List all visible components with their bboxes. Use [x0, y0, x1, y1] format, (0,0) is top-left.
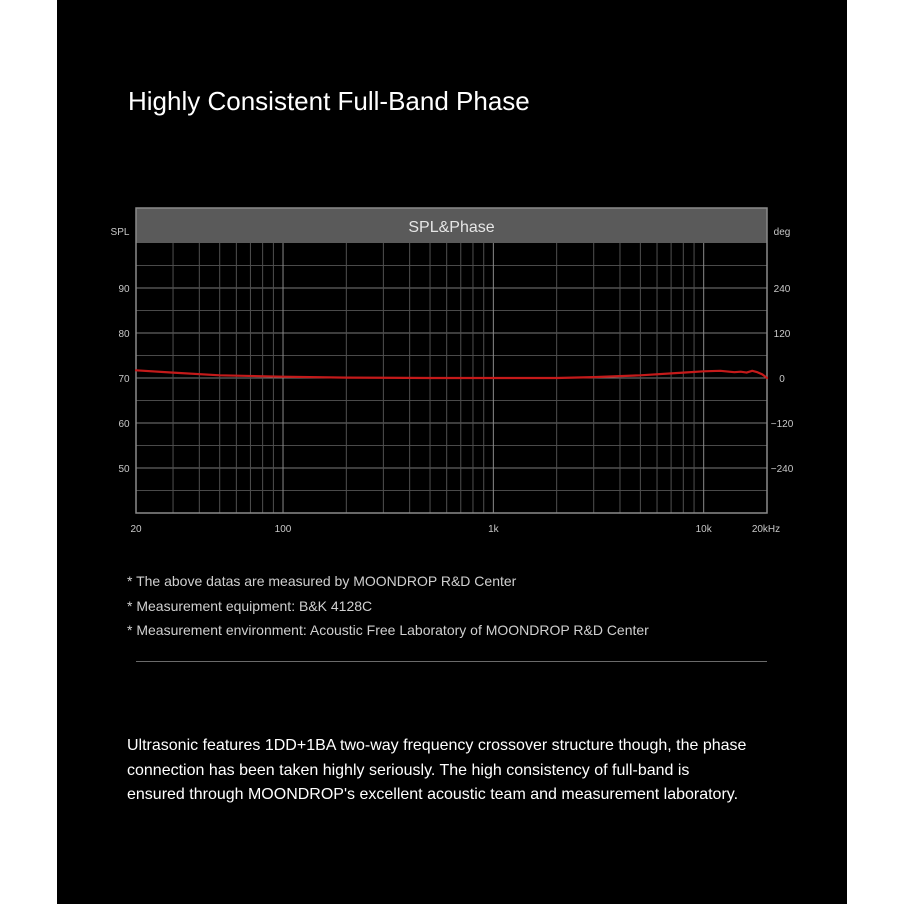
plot-area — [136, 208, 767, 513]
paragraph-line: connection has been taken highly seriously. The high consistency of full-band is — [127, 761, 690, 779]
page-title: Highly Consistent Full-Band Phase — [128, 86, 530, 116]
note-line: * Measurement equipment: B&K 4128C — [127, 597, 373, 614]
y-right-tick-label: 240 — [773, 284, 791, 295]
measurement-notes — [127, 572, 649, 646]
paragraph-line: ensured through MOONDROP's excellent acoustic team and measurement laboratory. — [127, 786, 739, 803]
y-left-tick-label: 60 — [118, 419, 130, 430]
y-left-tick-label: 50 — [118, 464, 130, 475]
y-left-tick-label: 70 — [118, 374, 130, 385]
chart-title: SPL&Phase — [408, 219, 495, 236]
y-right-tick-label: 120 — [773, 329, 791, 340]
x-tick-label: 100 — [274, 524, 292, 535]
note-line: * The above datas are measured by MOONDROP R&D Center — [127, 573, 517, 589]
y-right-axis-label: deg — [773, 227, 791, 238]
x-tick-label: 20kHz — [751, 524, 781, 535]
note-line: * Measurement environment: Acoustic Free Laboratory of MOONDROP R&D Center — [127, 622, 649, 638]
y-right-tick-label: −240 — [770, 464, 794, 475]
y-right-tick-label: −120 — [770, 419, 794, 430]
x-tick-label: 20 — [130, 524, 142, 535]
paragraph-line: Ultrasonic features 1DD+1BA two-way frequency crossover structure though, the phase — [127, 737, 747, 754]
x-tick-label: 1k — [488, 524, 499, 535]
y-left-tick-label: 90 — [118, 284, 130, 295]
y-left-tick-label: 80 — [118, 329, 130, 340]
y-left-axis-label: SPL — [110, 227, 130, 238]
description-paragraph — [127, 734, 817, 808]
divider — [136, 661, 767, 662]
x-tick-label: 10k — [695, 524, 712, 535]
y-right-tick-label: 0 — [779, 374, 785, 385]
